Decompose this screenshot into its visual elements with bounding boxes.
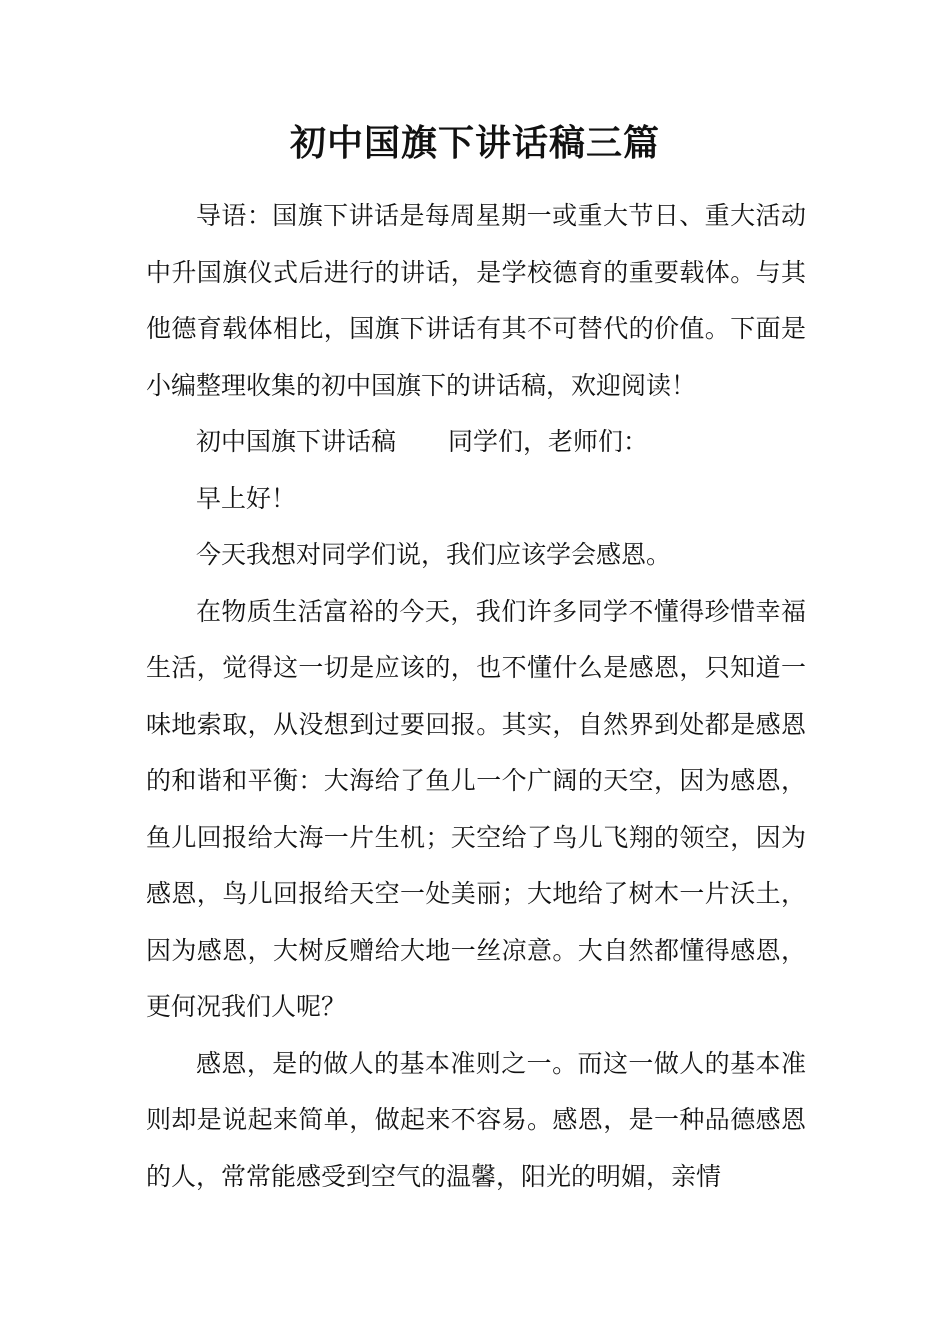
theme-paragraph: 今天我想对同学们说，我们应该学会感恩。 — [196, 540, 672, 569]
speech-greeting: 同学们，老师们： — [448, 427, 649, 456]
greeting-paragraph: 早上好！ — [196, 483, 297, 513]
document-title: 初中国旗下讲话稿三篇 — [289, 123, 660, 164]
document-body — [146, 188, 806, 1205]
intro-paragraph: 导语：国旗下讲话是每周星期一或重大节日、重大活动中升国旗仪式后进行的讲话，是学校德育的重要载体。与其他德育载体相比，国旗下讲话有其不可替代的价值。下面是小编整理收集的初中国旗下的讲话稿，欢迎阅读！ — [146, 201, 806, 400]
gratitude-paragraph: 感恩，是的做人的基本准则之一。而这一做人的基本准则却是说起来简单，做起来不容易。感恩，是一种品德感恩的人，常常能感受到空气的温馨，阳光的明媚，亲情 — [146, 1048, 806, 1191]
speech-heading-line — [146, 414, 806, 471]
nature-paragraph: 在物质生活富裕的今天，我们许多同学不懂得珍惜幸福生活，觉得这一切是应该的，也不懂什么是感恩，只知道一味地索取，从没想到过要回报。其实，自然界到处都是感恩的和谐和平衡：大海给了鱼儿一个广阔的天空，因为感恩，鱼儿回报给大海一片生机；天空给了鸟儿飞翔的领空，因为感恩，鸟儿回报给天空一处美丽；大地给了树木一片沃土，因为感恩，大树反赠给大地一丝凉意。大自然都懂得感恩，更何况我们人呢？ — [146, 596, 806, 1021]
speech-heading: 初中国旗下讲话稿 — [196, 427, 397, 456]
